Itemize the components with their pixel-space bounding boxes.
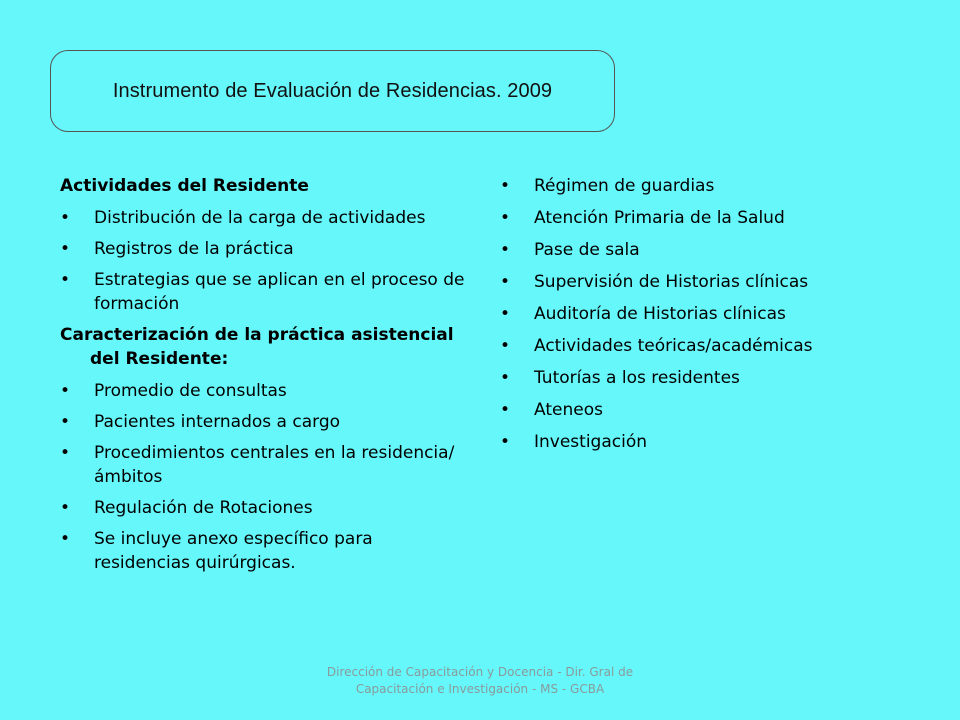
bullet-icon: • (60, 239, 71, 259)
list-item: • Régimen de guardias (500, 176, 715, 196)
list-item: • Procedimientos centrales en la residencia/ámbitos (60, 443, 455, 487)
title-box (50, 50, 615, 132)
list-item: • Registros de la práctica (60, 239, 294, 259)
list-item: • Se incluye anexo específico para residencias quirúrgicas. (60, 529, 373, 573)
list-item: • Atención Primaria de la Salud (500, 208, 785, 228)
list-item: • Promedio de consultas (60, 381, 287, 401)
left-column (60, 174, 470, 582)
bullet-icon: • (500, 304, 511, 324)
list-item: • Pacientes internados a cargo (60, 412, 341, 432)
bullet-icon: • (60, 412, 71, 432)
bullet-icon: • (500, 240, 511, 260)
bullet-icon: • (500, 176, 511, 196)
list-item: • Auditoría de Historias clínicas (500, 304, 786, 324)
list-item: • Ateneos (500, 400, 603, 420)
bullet-icon: • (60, 443, 71, 463)
list-item: • Estrategias que se aplican en el proceso de formación (60, 270, 465, 314)
footer-credit: Dirección de Capacitación y Docencia - Dir. Gral de Capacitación e Investigación - MS - GCBA (326, 665, 634, 696)
slide-title: Instrumento de Evaluación de Residencias. 2009 (112, 79, 553, 102)
bullet-icon: • (60, 529, 71, 549)
list-item: • Pase de sala (500, 240, 640, 260)
list-item: • Supervisión de Historias clínicas (500, 272, 809, 292)
bullet-icon: • (500, 208, 511, 228)
list-item: • Tutorías a los residentes (500, 368, 740, 388)
bullet-icon: • (500, 368, 511, 388)
bullet-icon: • (500, 400, 511, 420)
activities-list (60, 206, 470, 316)
bullet-icon: • (60, 498, 71, 518)
bullet-icon: • (60, 270, 71, 290)
list-item: • Regulación de Rotaciones (60, 498, 313, 518)
evaluation-items-list (500, 174, 920, 454)
practice-list (60, 379, 470, 575)
section-heading-practice: Caracterización de la práctica asistencial del Residente: (60, 325, 454, 369)
right-column (500, 174, 920, 462)
bullet-icon: • (60, 381, 71, 401)
bullet-icon: • (60, 208, 71, 228)
bullet-icon: • (500, 272, 511, 292)
list-item: • Investigación (500, 432, 648, 452)
list-item: • Actividades teóricas/académicas (500, 336, 813, 356)
list-item: • Distribución de la carga de actividades (60, 208, 426, 228)
bullet-icon: • (500, 336, 511, 356)
bullet-icon: • (500, 432, 511, 452)
section-heading-activities: Actividades del Residente (60, 176, 309, 196)
